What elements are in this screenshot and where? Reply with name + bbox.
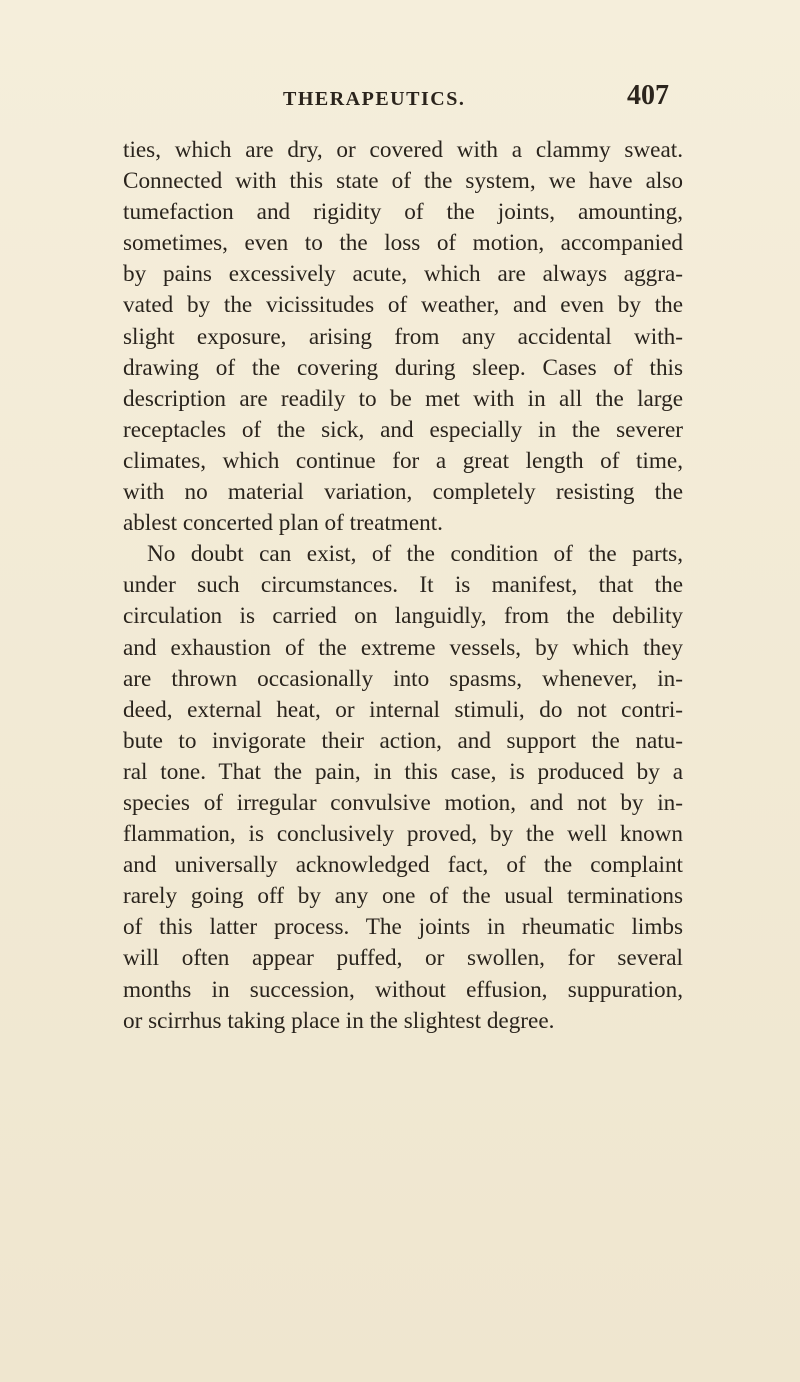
running-head-title: THERAPEUTICS. — [283, 88, 466, 110]
page-number: 407 — [627, 80, 669, 111]
text-line: Connected with this state of the system, we have also — [123, 168, 683, 195]
text-line: receptacles of the sick, and especially in the severer — [123, 416, 683, 443]
text-line: bute to invigorate their action, and support the natu- — [123, 727, 683, 754]
text-line: under such circumstances. It is manifest, that the — [123, 572, 683, 599]
text-line: with no material variation, completely resisting the — [123, 479, 683, 506]
text-line: flammation, is conclusively proved, by the well known — [123, 821, 683, 848]
text-line: drawing of the covering during sleep. Cases of this — [123, 354, 683, 381]
text-line: vated by the vicissitudes of weather, and even by the — [123, 292, 683, 319]
text-line: description are readily to be met with in all the large — [123, 385, 683, 412]
body-text — [123, 135, 683, 1037]
text-line: deed, external heat, or internal stimuli, do not contri- — [123, 696, 683, 723]
text-line: species of irregular convulsive motion, and not by in- — [123, 789, 683, 816]
text-line: or scirrhus taking place in the slightest degree. — [123, 1007, 555, 1034]
text-line: and exhaustion of the extreme vessels, by which they — [123, 634, 683, 661]
text-line: ties, which are dry, or covered with a clammy sweat. — [123, 137, 683, 163]
text-line: and universally acknowledged fact, of the complaint — [123, 852, 683, 879]
text-line: of this latter process. The joints in rheumatic limbs — [123, 914, 683, 941]
text-line: by pains excessively acute, which are always aggra- — [123, 261, 683, 288]
text-line: tumefaction and rigidity of the joints, amounting, — [123, 199, 683, 226]
text-line: circulation is carried on languidly, from the debility — [123, 603, 683, 630]
text-line: climates, which continue for a great length of time, — [123, 447, 683, 474]
running-head — [0, 80, 800, 120]
text-line: are thrown occasionally into spasms, whenever, in- — [123, 665, 683, 692]
text-line: ablest concerted plan of treatment. — [123, 510, 443, 537]
text-line: sometimes, even to the loss of motion, accompanied — [123, 230, 683, 257]
text-line: months in succession, without effusion, suppuration, — [123, 976, 683, 1003]
text-line: ral tone. That the pain, in this case, is produced by a — [123, 758, 683, 785]
text-line: No doubt can exist, of the condition of the parts, — [147, 541, 683, 568]
text-line: slight exposure, arising from any accidental with- — [123, 323, 683, 350]
text-line: rarely going off by any one of the usual terminations — [123, 883, 683, 910]
text-line: will often appear puffed, or swollen, for several — [123, 945, 683, 972]
